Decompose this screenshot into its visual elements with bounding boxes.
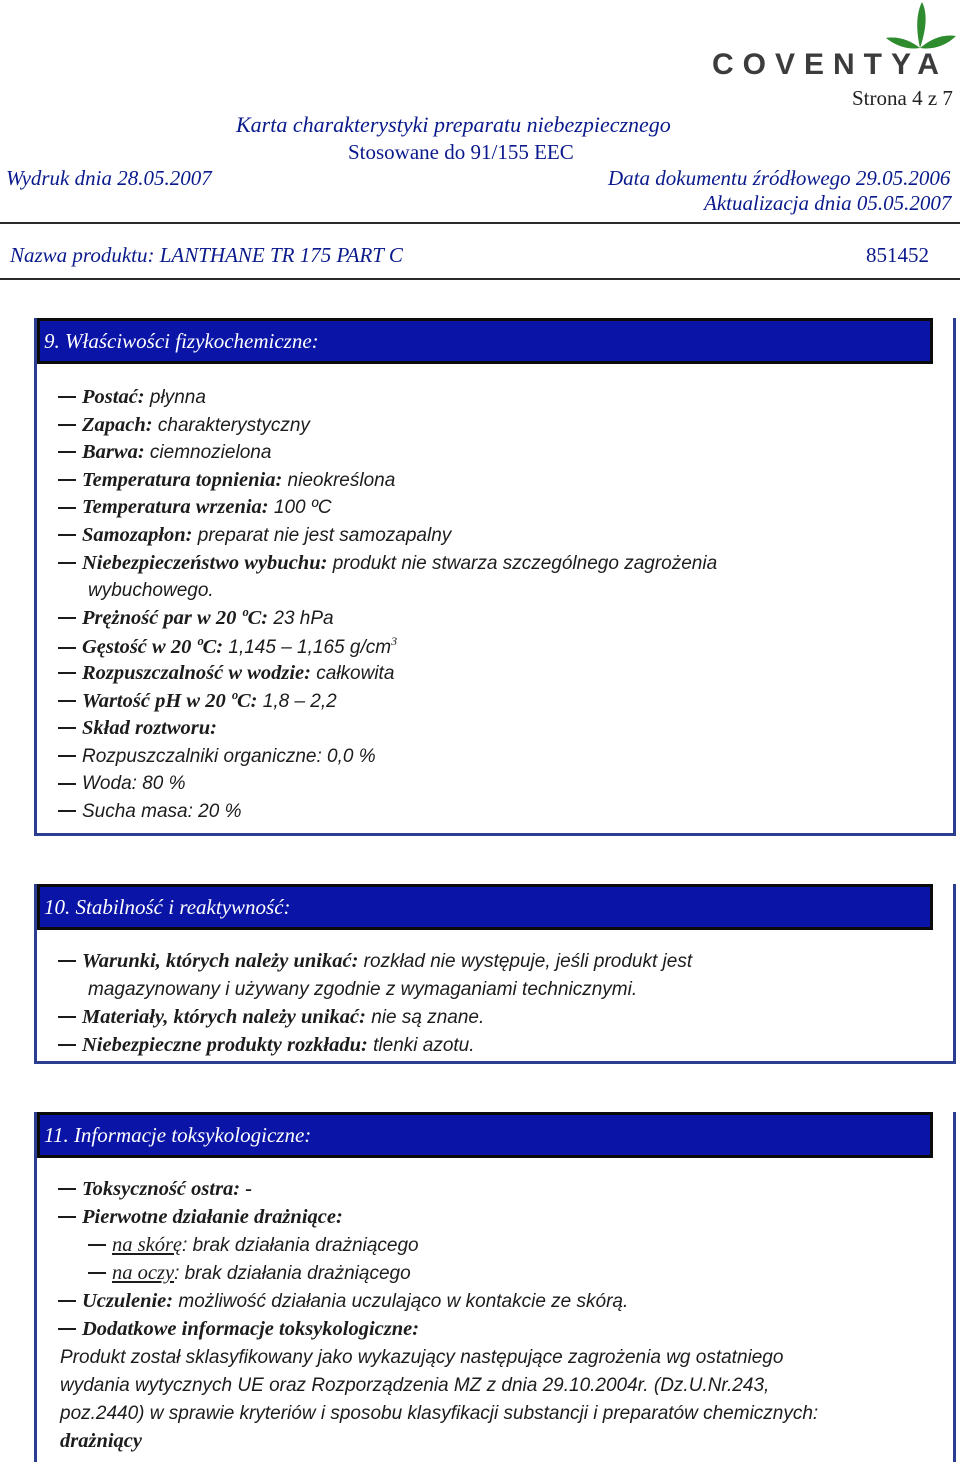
list-item: [58, 800, 241, 823]
item-key: Toksyczność ostra: -: [82, 1178, 253, 1200]
list-item: [58, 607, 334, 630]
paragraph-line: [60, 1402, 818, 1425]
item-key: Skład roztworu:: [82, 717, 218, 740]
list-item: [58, 950, 692, 973]
item-key: Pierwotne działanie drażniące:: [82, 1206, 343, 1228]
bullet-dash: [58, 727, 76, 729]
bullet-dash: [58, 672, 76, 674]
item-value: Sucha masa: 20 %: [82, 801, 242, 822]
superscript: 3: [391, 634, 398, 649]
bullet-dash: [58, 755, 76, 757]
document-title: Karta charakterystyki preparatu niebezpiecznego: [236, 112, 671, 137]
bullet-dash: [58, 424, 76, 426]
list-item: [58, 441, 271, 464]
item-value: płynna: [144, 387, 206, 408]
item-value: rozkład nie występuje, jeśli produkt jest: [358, 951, 693, 972]
section-9-title: 9. Właściwości fizykochemiczne:: [37, 318, 933, 364]
item-key: Temperatura topnienia:: [82, 468, 283, 491]
product-code: 851452: [866, 243, 929, 267]
item-value: całkowita: [310, 663, 395, 684]
bullet-dash: [58, 783, 76, 785]
item-value: Woda: 80 %: [82, 773, 186, 795]
item-value: produkt nie stwarza szczególnego zagrożenia: [327, 552, 718, 574]
item-key: Wartość pH w 20 ºC:: [82, 689, 258, 712]
item-key: Niebezpieczeństwo wybuchu:: [82, 551, 328, 574]
item-key: Rozpuszczalność w wodzie:: [82, 662, 311, 684]
list-item: [58, 772, 186, 795]
list-item: [58, 469, 395, 492]
item-key: Temperatura wrzenia:: [82, 496, 269, 519]
list-item: [58, 1206, 343, 1229]
item-value: 1,8 – 2,2: [257, 690, 337, 712]
header-divider: [0, 222, 960, 224]
item-key: Zapach:: [82, 413, 153, 436]
item-value: 100 ºC: [268, 497, 332, 519]
logo-wordmark: COVENTYA: [712, 48, 948, 81]
item-key: Uczulenie:: [82, 1290, 174, 1312]
list-item: [58, 1178, 252, 1201]
bullet-dash: [58, 1016, 76, 1018]
list-item: [58, 414, 310, 437]
bullet-dash: [58, 1188, 76, 1190]
product-name: Nazwa produktu: LANTHANE TR 175 PART C: [10, 243, 403, 267]
item-key: Materiały, których należy unikać:: [82, 1006, 366, 1028]
item-key: Barwa:: [82, 441, 145, 464]
item-key: Gęstość w 20 ºC:: [82, 636, 224, 659]
item-value: ciemnozielona: [144, 442, 272, 464]
list-item: [58, 386, 206, 409]
list-item: [58, 552, 717, 575]
bullet-dash: [58, 451, 76, 453]
paragraph-text: poz.2440) w sprawie kryteriów i sposobu klasyfikacji substancji i preparatów chemicznych:: [60, 1403, 819, 1424]
leaf-icon: [880, 0, 960, 50]
item-value: 23 hPa: [268, 607, 334, 629]
list-item: [58, 690, 337, 713]
list-item: [58, 1290, 628, 1313]
list-item: [88, 978, 637, 1001]
item-value: 1,145 – 1,165 g/cm: [223, 637, 392, 659]
bullet-dash: [58, 562, 76, 564]
item-value: nieokreślona: [282, 469, 396, 491]
list-item: [58, 524, 451, 547]
bullet-dash: [58, 647, 76, 649]
item-value: tlenki azotu.: [367, 1035, 475, 1056]
paragraph-line: [60, 1374, 769, 1397]
item-key: Dodatkowe informacje toksykologiczne:: [82, 1318, 420, 1340]
list-item: [58, 1034, 475, 1057]
item-key: Niebezpieczne produkty rozkładu:: [82, 1034, 368, 1056]
source-date: Data dokumentu źródłowego 29.05.2006: [608, 166, 951, 190]
bullet-dash: [58, 534, 76, 536]
item-value: możliwość działania uczulająco w kontakcie ze skórą.: [173, 1291, 629, 1312]
bullet-dash: [58, 810, 76, 812]
section-10-title: 10. Stabilność i reaktywność:: [37, 884, 933, 930]
item-key: Samozapłon:: [82, 524, 193, 546]
paragraph-text: wydania wytycznych UE oraz Rozporządzenia MZ z dnia 29.10.2004r. (Dz.U.Nr.243,: [60, 1375, 770, 1396]
list-item: [88, 579, 214, 602]
bullet-dash: [58, 479, 76, 481]
bullet-dash: [58, 960, 76, 962]
item-value: charakterystyczny: [152, 414, 310, 436]
update-date: Aktualizacja dnia 05.05.2007: [704, 191, 952, 215]
item-link-label: na skórę: [112, 1234, 183, 1256]
bullet-dash: [88, 1244, 106, 1246]
bullet-dash: [58, 1216, 76, 1218]
item-value: wybuchowego.: [88, 580, 214, 602]
bullet-dash: [58, 1328, 76, 1330]
bullet-dash: [58, 1300, 76, 1302]
bullet-dash: [58, 617, 76, 619]
list-item: [58, 745, 376, 768]
item-link-label: na oczy: [112, 1262, 175, 1284]
paragraph-text: Produkt został sklasyfikowany jako wykazujący następujące zagrożenia wg ostatniego: [60, 1347, 784, 1368]
bullet-dash: [58, 1044, 76, 1046]
item-value: magazynowany i używany zgodnie z wymaganiami technicznymi.: [88, 979, 638, 1000]
list-item: [88, 1234, 419, 1257]
list-item: [58, 1318, 419, 1341]
classification-result: drażniący: [60, 1430, 142, 1452]
item-key: Postać:: [82, 386, 145, 408]
list-item: [58, 717, 217, 740]
section-11-title: 11. Informacje toksykologiczne:: [37, 1112, 933, 1158]
bullet-dash: [58, 507, 76, 509]
paragraph-line: [60, 1346, 783, 1369]
bullet-dash: [58, 700, 76, 702]
list-item: [88, 1262, 411, 1285]
item-value: : brak działania drażniącego: [182, 1235, 419, 1256]
item-key: Prężność par w 20 ºC:: [82, 606, 269, 629]
item-value: : brak działania drażniącego: [174, 1263, 411, 1284]
list-item: [58, 1006, 484, 1029]
document-subtitle: Stosowane do 91/155 EEC: [348, 140, 574, 164]
item-key: Warunki, których należy unikać:: [82, 950, 359, 972]
list-item: [58, 496, 332, 519]
item-value: nie są znane.: [365, 1007, 485, 1028]
coventya-logo: [712, 0, 960, 80]
item-value: preparat nie jest samozapalny: [192, 525, 452, 546]
bullet-dash: [88, 1272, 106, 1274]
list-item: [58, 662, 394, 685]
list-item: [58, 634, 397, 659]
page-number: Strona 4 z 7: [852, 86, 953, 110]
item-value: Rozpuszczalniki organiczne: 0,0 %: [82, 745, 376, 767]
bullet-dash: [58, 396, 76, 398]
print-date: Wydruk dnia 28.05.2007: [6, 166, 212, 190]
product-row: [0, 232, 960, 280]
